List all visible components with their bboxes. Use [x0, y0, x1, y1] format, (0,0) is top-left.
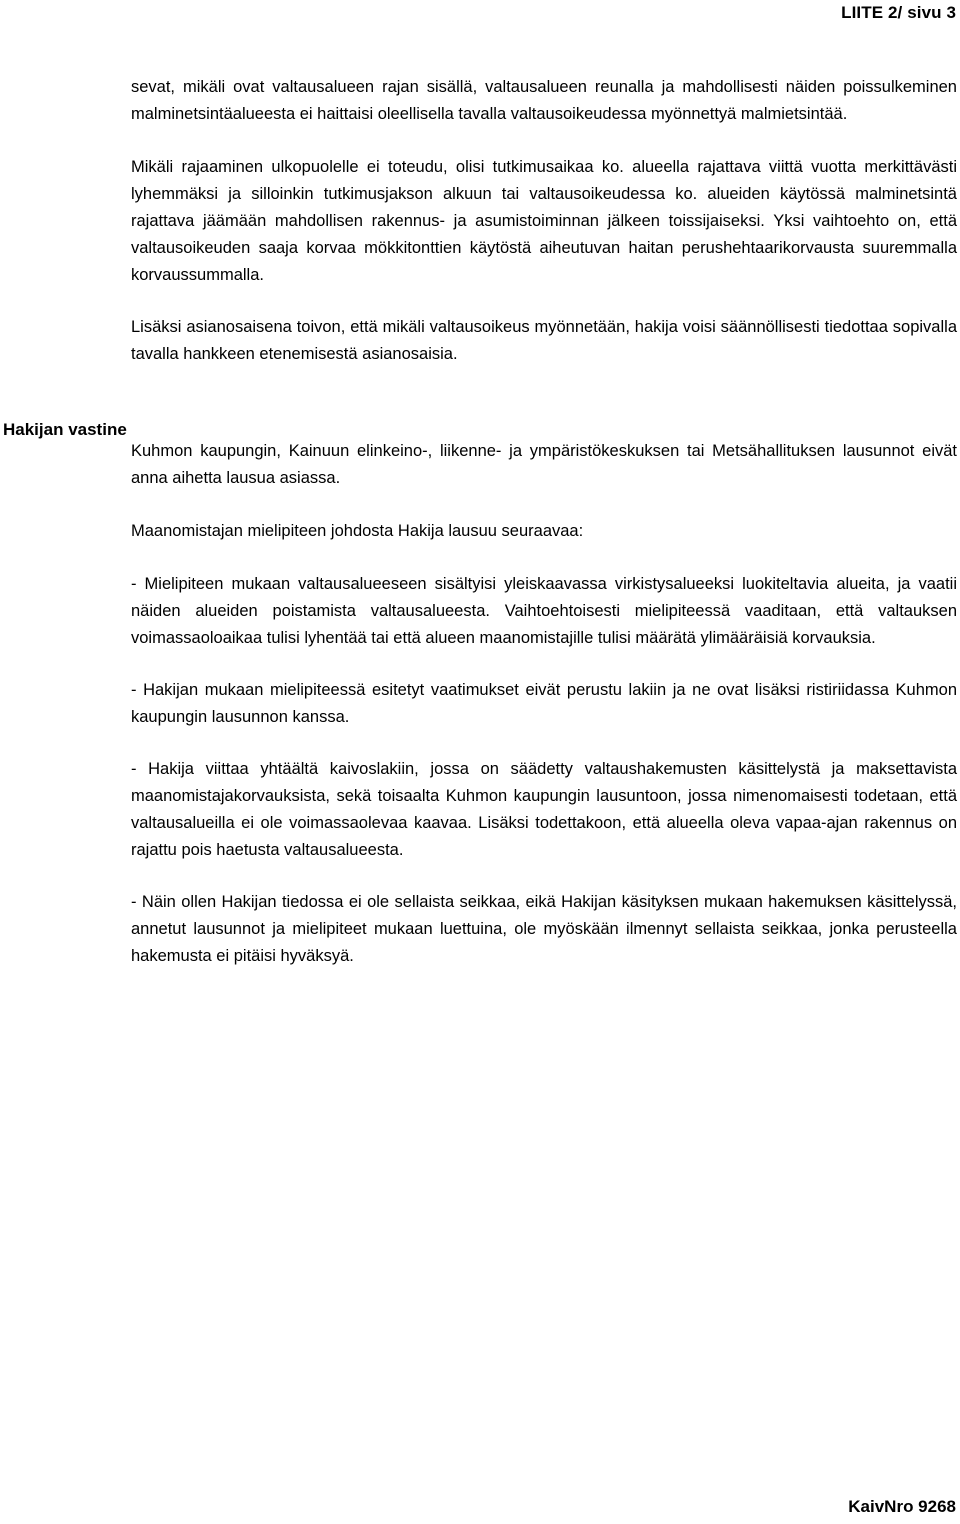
section-heading-hakijan-vastine: Hakijan vastine: [3, 420, 127, 439]
paragraph-3: Lisäksi asianosaisena toivon, että mikäli valtausoikeus myönnetään, hakija voisi säännöllisesti tiedottaa sopivalla tavalla hankkeen etenemisestä asianosaisia.: [131, 318, 957, 363]
paragraph-1: sevat, mikäli ovat valtausalueen rajan sisällä, valtausalueen reunalla ja mahdollisesti näiden poissulkeminen malminetsintäalueesta ei haittaisi oleellisella tavalla valtausoikeudessa myönnettyä malmietsintää.: [131, 78, 957, 123]
paragraph-9: - Näin ollen Hakijan tiedossa ei ole sellaista seikkaa, eikä Hakijan käsityksen mukaan hakemuksen käsittelyssä, annetut lausunnot ja mielipiteet mukaan luettuina, ole myöskään ilmennyt sellaista seikkaa, jonka perusteella hakemusta ei pitäisi hyväksyä.: [131, 893, 957, 965]
paragraph-2: Mikäli rajaaminen ulkopuolelle ei toteudu, olisi tutkimusaikaa ko. alueella rajattava viittä vuotta merkittävästi lyhemmäksi ja silloinkin tutkimusjakson alkuun tai valtausoikeudessa ko. alueiden käytössä malminetsintä rajattava jäämään mahdollisen rakennus- ja asumistoiminnan jälkeen toissijaiseksi. Yksi vaihtoehto on, että valtausoikeuden saaja korvaa mökkitonttien käytöstä aiheutuvan haitan perushehtaarikorvausta suuremmalla korvaussummalla.: [131, 158, 957, 284]
paragraph-8: - Hakija viittaa yhtäältä kaivoslakiin, jossa on säädetty valtaushakemusten käsittelystä ja maksettavista maanomistajakorvauksista, sekä toisaalta Kuhmon kaupungin lausuntoon, jossa nimenomaisesti todetaan, että valtausalueilla ei ole voimassaolevaa kaavaa. Lisäksi todettakoon, että alueella oleva vapaa-ajan rakennus on rajattu pois haetusta valtausalueesta.: [131, 760, 957, 859]
paragraph-5: Maanomistajan mielipiteen johdosta Hakija lausuu seuraavaa:: [131, 522, 584, 540]
paragraph-7: - Hakijan mukaan mielipiteessä esitetyt vaatimukset eivät perustu lakiin ja ne ovat lisäksi ristiriidassa Kuhmon kaupungin lausunnon kanssa.: [131, 681, 957, 726]
document-code: KaivNro 9268: [848, 1497, 956, 1516]
paragraph-4: Kuhmon kaupungin, Kainuun elinkeino-, liikenne- ja ympäristökeskuksen tai Metsähallituksen lausunnot eivät anna aihetta lausua asiassa.: [131, 442, 957, 487]
page-label: LIITE 2/ sivu 3: [841, 3, 956, 22]
paragraph-6: - Mielipiteen mukaan valtausalueeseen sisältyisi yleiskaavassa virkistysalueeksi luokiteltavia alueita, ja vaatii näiden alueiden poistamista valtausalueesta. Vaihtoehtoisesti mielipiteessä vaaditaan, että valtauksen voimassaoloaikaa tulisi lyhentää tai että alueen maanomistajille tulisi määrätä ylimääräisiä korvauksia.: [131, 575, 957, 647]
document-body: [131, 74, 957, 970]
